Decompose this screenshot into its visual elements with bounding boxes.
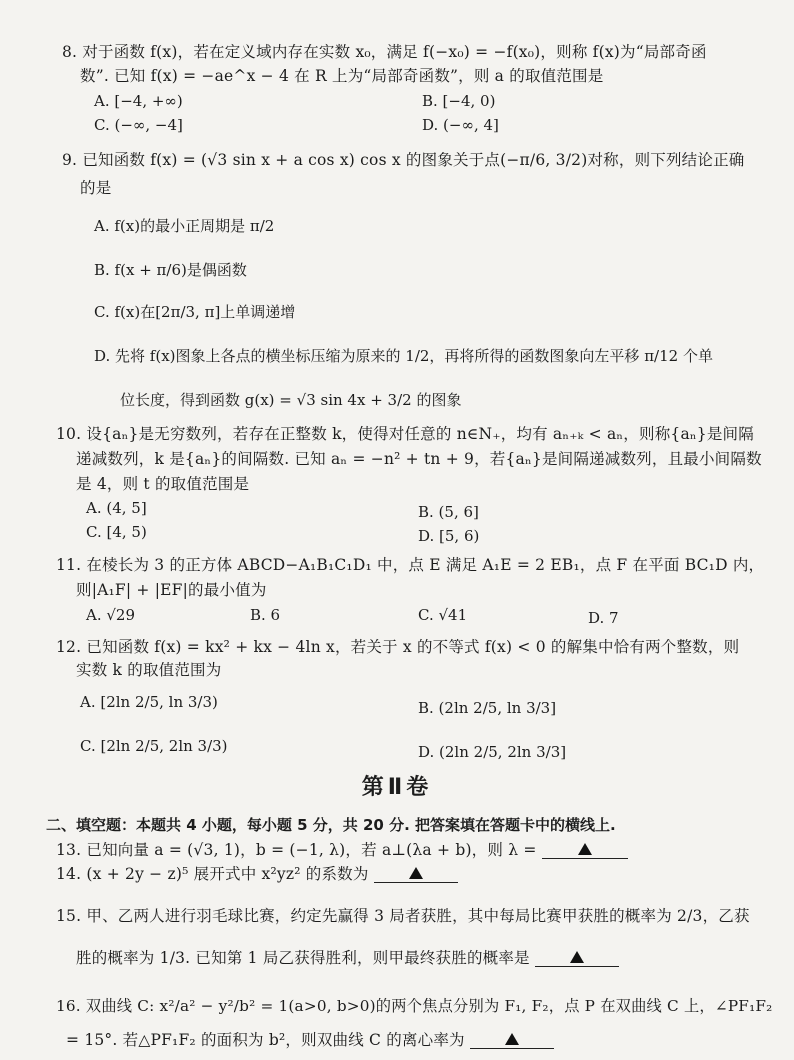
q16-stem-line1: 16. 双曲线 C: x²/a² − y²/b² = 1(a>0, b>0)的两个焦点分别为 F₁, F₂，点 P 在双曲线 C 上，∠PF₁F₂: [56, 997, 773, 1015]
q10-option-a: A. (4, 5]: [86, 499, 147, 517]
q16-stem-line2: = 15°. 若△PF₁F₂ 的面积为 b²，则双曲线 C 的离心率为: [66, 1031, 465, 1049]
q11-option-d: D. 7: [588, 609, 619, 627]
q9-option-c: C. f(x)在[2π/3, π]上单调递增: [94, 303, 296, 321]
q10-stem-line1: 10. 设{aₙ}是无穷数列，若存在正整数 k，使得对任意的 n∈N₊，均有 aₙ₊ₖ < aₙ，则称{aₙ}是间隔: [56, 425, 754, 443]
q11-option-b: B. 6: [250, 606, 281, 624]
triangle-icon: [578, 843, 592, 855]
q15-line2: [76, 948, 619, 968]
q9-option-b: B. f(x + π/6)是偶函数: [94, 261, 247, 279]
q14-stem: 14. (x + 2y − z)⁵ 展开式中 x²yz² 的系数为: [56, 865, 369, 883]
q8-option-b: B. [−4, 0): [422, 92, 496, 110]
q12-option-c: C. [2ln 2/5, 2ln 3/3): [80, 737, 228, 755]
q12-option-a: A. [2ln 2/5, ln 3/3): [80, 693, 218, 711]
q15-answer-blank[interactable]: [535, 950, 619, 967]
q13-answer-blank[interactable]: [542, 842, 628, 859]
q8-option-c: C. (−∞, −4]: [94, 116, 183, 134]
q11-option-c: C. √41: [418, 606, 468, 624]
q13-stem: 13. 已知向量 a = (√3, 1)，b = (−1, λ)，若 a⊥(λa + b)，则 λ =: [56, 841, 537, 859]
q11-stem-line1: 11. 在棱长为 3 的正方体 ABCD−A₁B₁C₁D₁ 中，点 E 满足 A₁E = 2 EB₁，点 F 在平面 BC₁D 内，: [56, 556, 765, 574]
triangle-icon: [570, 951, 584, 963]
q9-option-d-line1: D. 先将 f(x)图象上各点的横坐标压缩为原来的 1/2，再将所得的函数图象向左平移 π/12 个单: [94, 347, 713, 365]
triangle-icon: [505, 1033, 519, 1045]
q10-option-b: B. (5, 6]: [418, 503, 479, 521]
q16-answer-blank[interactable]: [470, 1032, 554, 1049]
q9-stem-line1: 9. 已知函数 f(x) = (√3 sin x + a cos x) cos x 的图象关于点(−π/6, 3/2)对称，则下列结论正确: [62, 151, 745, 169]
q9-option-d-line2: 位长度，得到函数 g(x) = √3 sin 4x + 3/2 的图象: [120, 391, 462, 409]
q10-option-c: C. [4, 5): [86, 523, 147, 541]
q9-option-a: A. f(x)的最小正周期是 π/2: [94, 217, 275, 235]
q12-stem-line2: 实数 k 的取值范围为: [76, 661, 222, 679]
q12-option-d: D. (2ln 2/5, 2ln 3/3]: [418, 743, 567, 761]
triangle-icon: [409, 867, 423, 879]
q15-stem-line2: 胜的概率为 1/3. 已知第 1 局乙获得胜利，则甲最终获胜的概率是: [76, 949, 530, 967]
q8-stem-line2: 数”. 已知 f(x) = −ae^x − 4 在 R 上为“局部奇函数”，则 a 的取值范围是: [80, 67, 604, 85]
q10-stem-line2: 递减数列，k 是{aₙ}的间隔数. 已知 aₙ = −n² + tn + 9，若{aₙ}是间隔递减数列，且最小间隔数: [76, 450, 762, 468]
q8-stem-line1: 8. 对于函数 f(x)，若在定义域内存在实数 x₀，满足 f(−x₀) = −f(x₀)，则称 f(x)为“局部奇函: [62, 43, 707, 61]
q12-option-b: B. (2ln 2/5, ln 3/3]: [418, 699, 557, 717]
q8-option-a: A. [−4, +∞): [94, 92, 183, 110]
q10-option-d: D. [5, 6): [418, 527, 480, 545]
q11-option-a: A. √29: [86, 606, 136, 624]
q14-answer-blank[interactable]: [374, 866, 458, 883]
section2-heading: 二、填空题：本题共 4 小题，每小题 5 分，共 20 分. 把答案填在答题卡中的横线上.: [46, 816, 616, 834]
q9-stem-line2: 的是: [80, 179, 112, 197]
part2-title: 第Ⅱ卷: [361, 775, 433, 800]
q12-stem-line1: 12. 已知函数 f(x) = kx² + kx − 4ln x，若关于 x 的不等式 f(x) < 0 的解集中恰有两个整数，则: [56, 638, 740, 656]
q11-stem-line2: 则|A₁F| + |EF|的最小值为: [76, 581, 267, 599]
q14-line: [56, 864, 458, 884]
q13-line: [56, 840, 628, 860]
q10-stem-line3: 是 4，则 t 的取值范围是: [76, 475, 250, 493]
q8-option-d: D. (−∞, 4]: [422, 116, 499, 134]
q16-line2: [66, 1030, 554, 1050]
q15-stem-line1: 15. 甲、乙两人进行羽毛球比赛，约定先赢得 3 局者获胜，其中每局比赛甲获胜的概率为 2/3，乙获: [56, 907, 750, 925]
